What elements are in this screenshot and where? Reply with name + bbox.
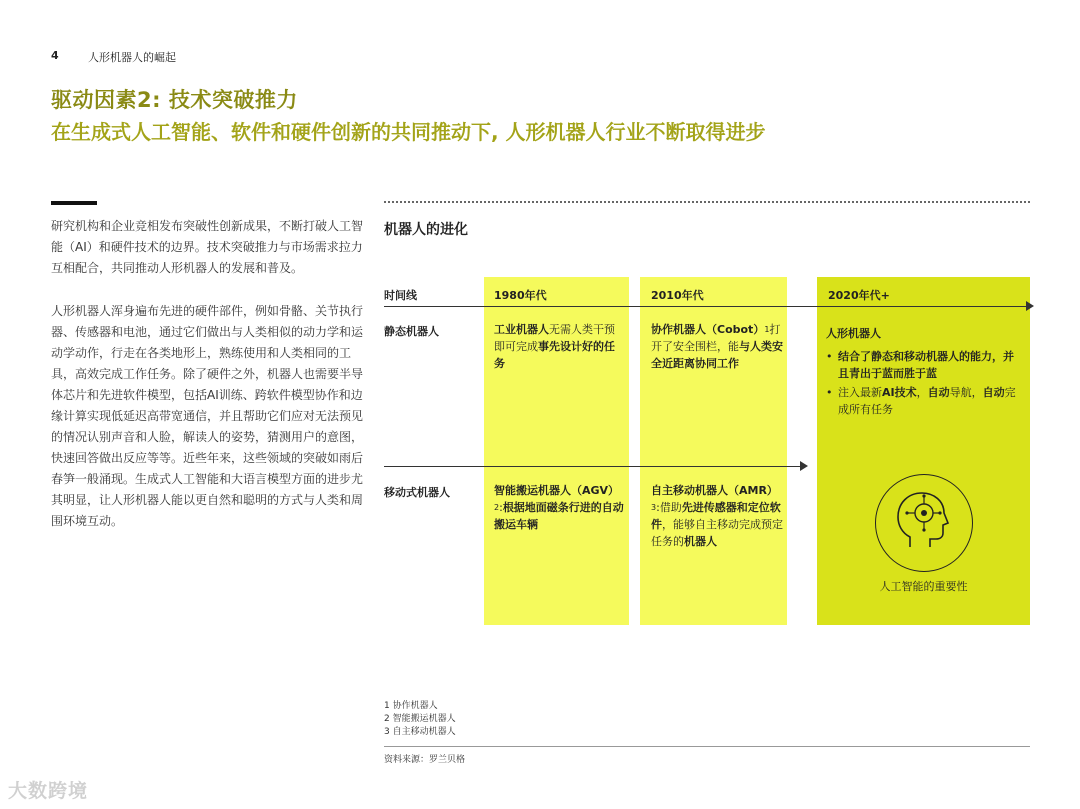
- watermark: 大数跨境: [8, 780, 89, 802]
- title-rule: [51, 201, 97, 205]
- era-2020-label: 2020年代+: [828, 289, 890, 302]
- ai-icon-caption: 人工智能的重要性: [879, 580, 968, 593]
- humanoid-bullet-1: • 结合了静态和移动机器人的能力，并且青出于蓝而胜于蓝: [826, 348, 1022, 382]
- static-robot-label: 静态机器人: [384, 325, 439, 338]
- mobile-arrow-head: [800, 461, 808, 471]
- humanoid-title: 人形机器人: [826, 327, 881, 340]
- section-divider: [384, 201, 1030, 203]
- page-title: 驱动因素2: 技术突破推力: [51, 88, 298, 112]
- footnote-3: 3 自主移动机器人: [384, 727, 456, 737]
- ai-head-icon: [875, 474, 973, 572]
- source-note: 资料来源：罗兰贝格: [384, 755, 466, 765]
- page-subtitle: 在生成式人工智能、软件和硬件创新的共同推动下, 人形机器人行业不断取得进步: [51, 120, 766, 144]
- mobile-arrow-line: [384, 466, 800, 467]
- timeline-label: 时间线: [384, 289, 417, 302]
- era-1980-label: 1980年代: [494, 289, 547, 302]
- footnote-2: 2 智能搬运机器人: [384, 714, 456, 724]
- timeline-arrow-line: [384, 306, 1028, 307]
- timeline-arrow-head: [1026, 301, 1034, 311]
- era-2010-label: 2010年代: [651, 289, 704, 302]
- page-number: 4: [51, 49, 59, 62]
- mobile-robot-label: 移动式机器人: [384, 486, 450, 499]
- body-paragraph-2: 人形机器人浑身遍布先进的硬件部件，例如骨骼、关节执行器、传感器和电池，通过它们做出与人类相似的动力学和运动学动作，行走在各类地形上，熟练使用和人类相同的工具，高效完成工作任务。除了硬件之外，机器人也需要半导体芯片和先进软件模型，包括AI训练、跨软件模型协作和边缘计算实现低延迟高带宽通信，并且帮助它们应对无法预见的情况认别声音和人脸，解读人的姿势，猜测用户的意图，快速回答做出反应等等。近些年来，这些领域的突破如雨后春笋一般涌现。生成式人工智能和大语言模型方面的进步尤其明显，让人形机器人能以更自然和聪明的方式与人类和周围环境互动。: [51, 304, 364, 528]
- footnote-1: 1 协作机器人: [384, 701, 438, 711]
- footer-rule: [384, 746, 1030, 747]
- humanoid-bullets: [826, 348, 1022, 420]
- static-1980-cell: 工业机器人无需人类干预即可完成事先设计好的任务: [494, 323, 615, 370]
- humanoid-bullet-2: • 注入最新AI技术，自动导航，自动完成所有任务: [826, 384, 1022, 418]
- mobile-1980-cell: 智能搬运机器人（AGV）$^2$:根据地面磁条行进的自动搬运车辆: [494, 484, 624, 531]
- mobile-2010-cell: 自主移动机器人（AMR）$^3$:借助先进传感器和定位软件，能够自主移动完成预定任务的机器人: [651, 484, 783, 548]
- body-paragraph-1: 研究机构和企业竞相发布突破性创新成果，不断打破人工智能（AI）和硬件技术的边界。技术突破推力与市场需求拉力互相配合，共同推动人形机器人的发展和普及。: [51, 219, 364, 275]
- figure-title: 机器人的进化: [384, 222, 468, 238]
- running-title: 人形机器人的崛起: [88, 51, 176, 64]
- static-2010-cell: 协作机器人（Cobot）$^1$打开了安全围栏，能与人类安全近距离协同工作: [651, 323, 783, 370]
- footnotes: [384, 700, 456, 739]
